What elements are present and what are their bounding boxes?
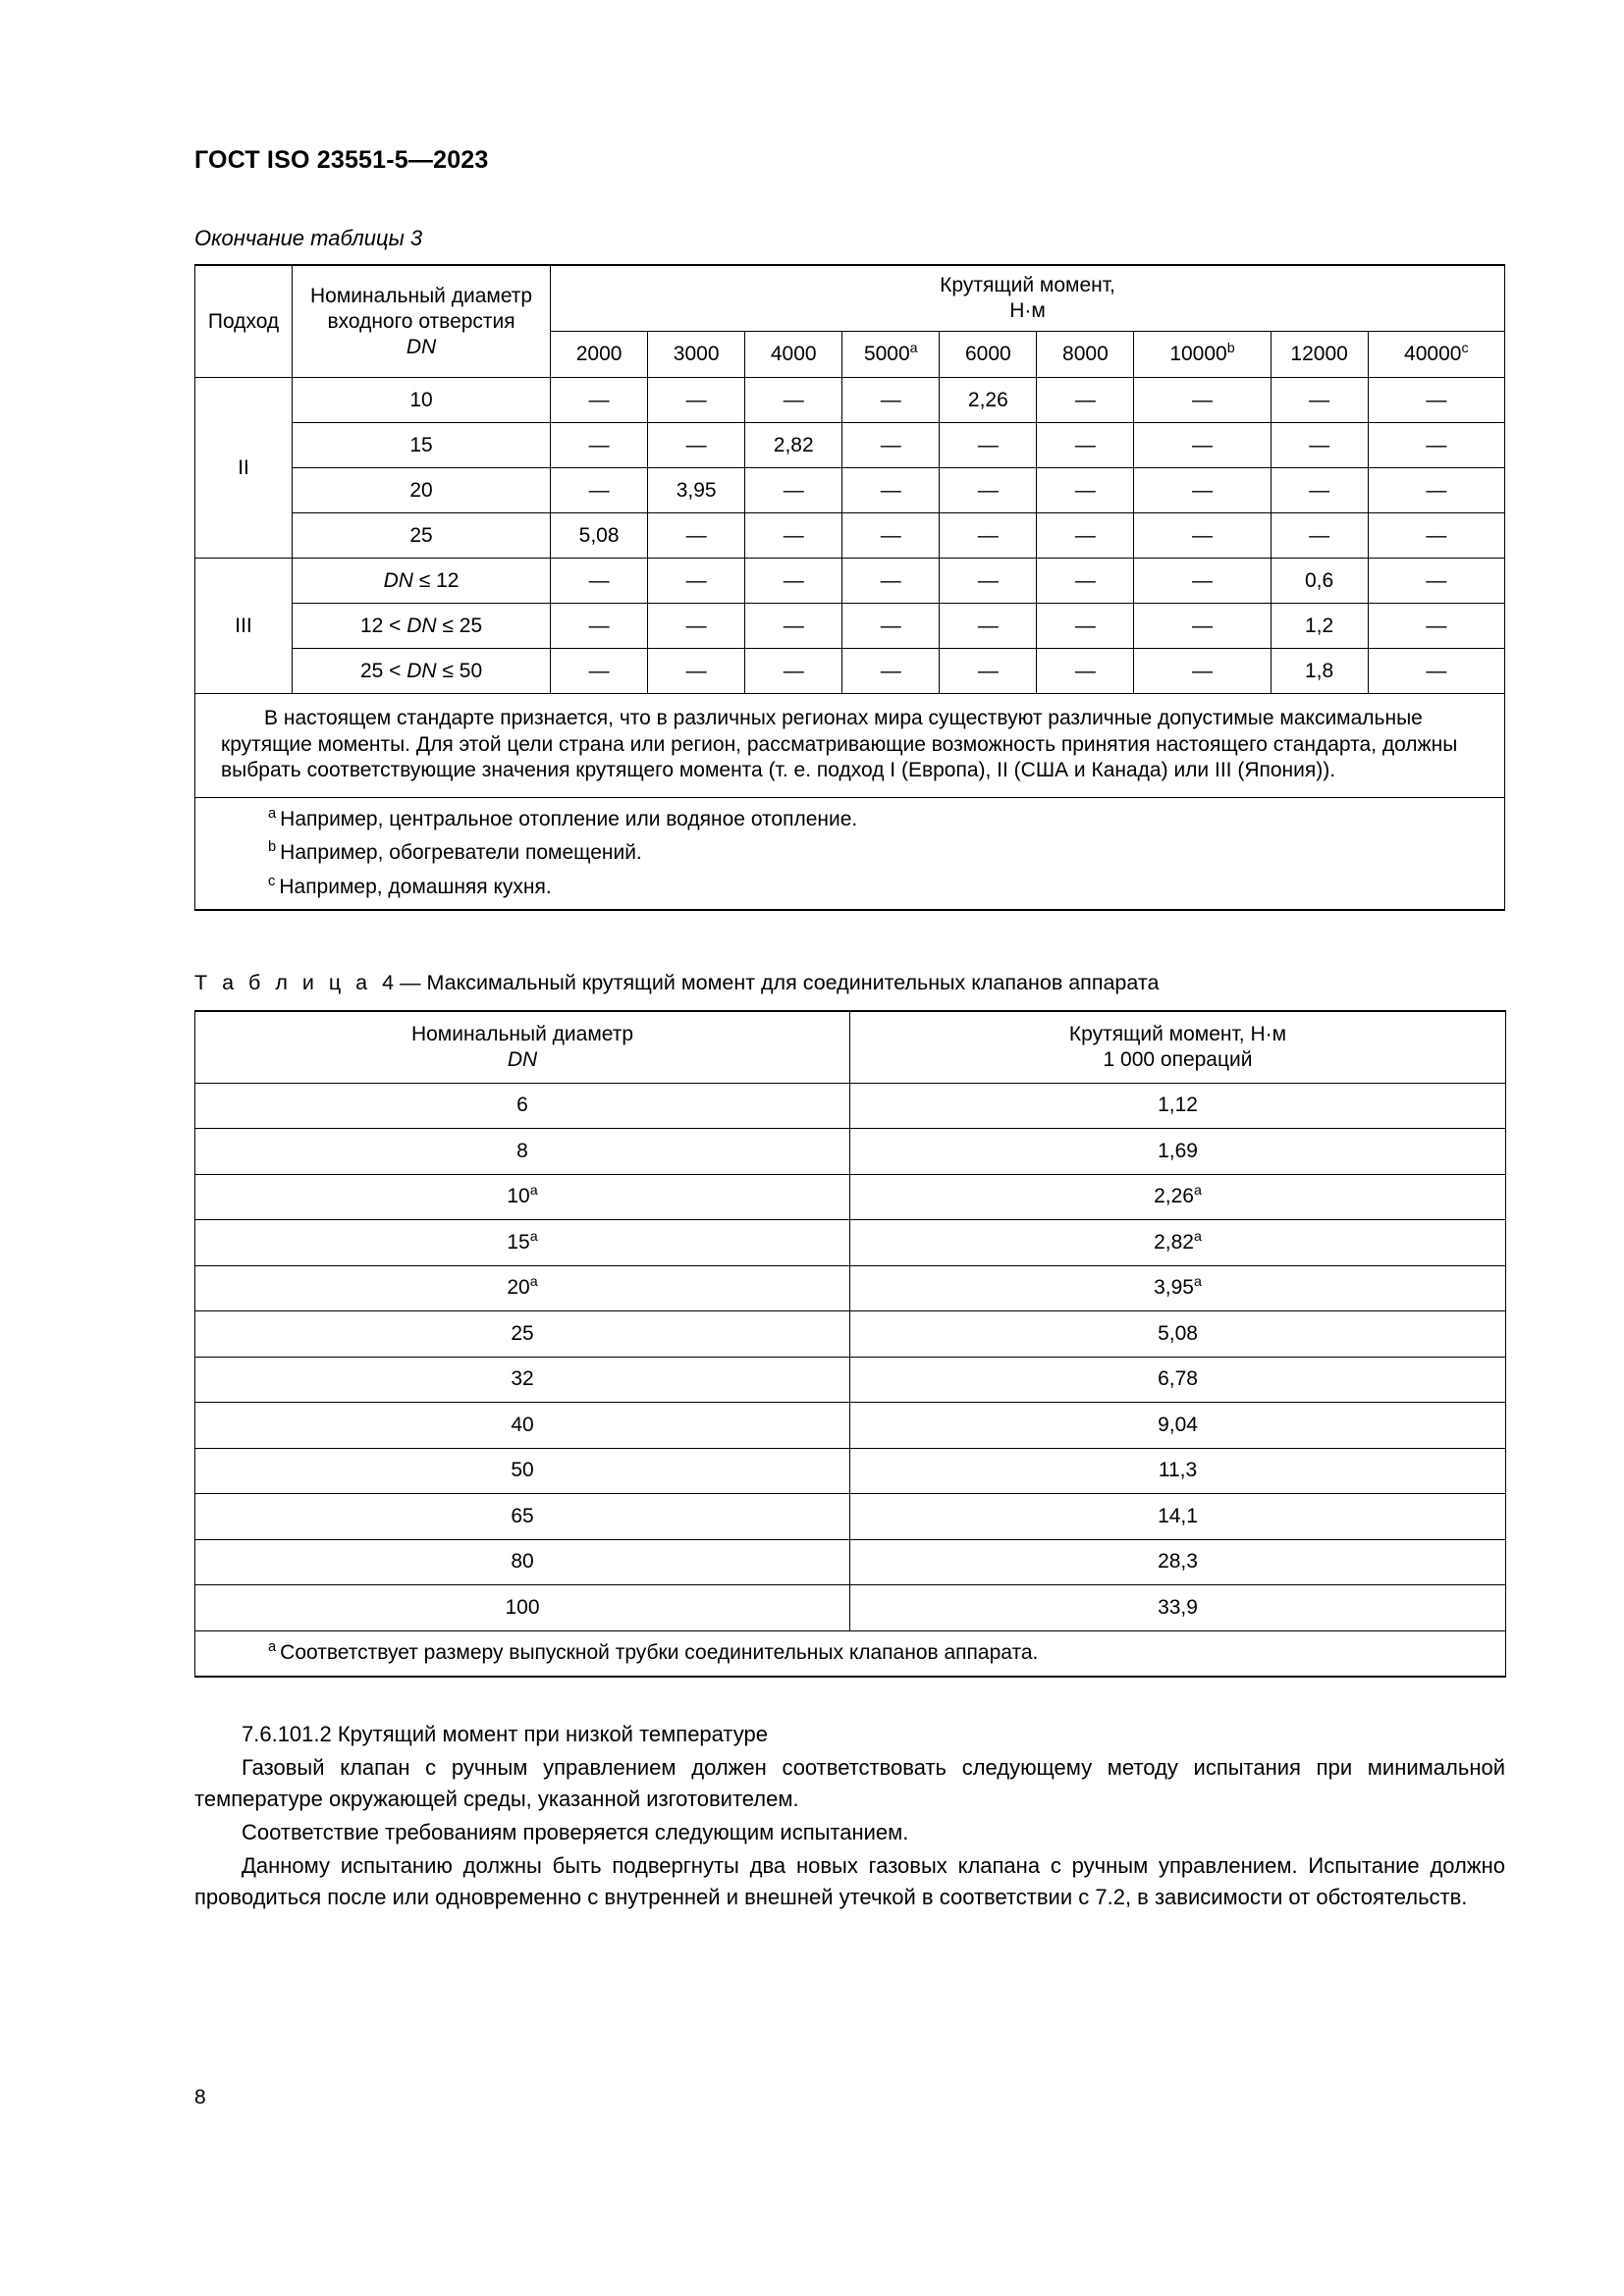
table3-header-col-label: 6000 [964, 343, 1011, 366]
table3-value-cell: — [1037, 559, 1134, 604]
table3-value-cell: — [551, 423, 648, 468]
table3-header-col-10000 [1134, 332, 1271, 378]
table3-value-cell: — [648, 649, 745, 694]
table-row [195, 513, 1505, 559]
table3-header-col-superscript: c [1461, 341, 1469, 357]
table4-dn-cell [195, 1494, 850, 1540]
page-number: 8 [194, 2086, 206, 2109]
table3-value-cell: — [745, 559, 842, 604]
table3-value-cell: — [1037, 513, 1134, 559]
table3-approach-III: III [195, 559, 293, 694]
cell-value: 8 [516, 1139, 528, 1162]
table3-value-cell: — [648, 559, 745, 604]
table3-header-dn-line3: DN [406, 336, 437, 359]
table3-dn-cell: 25 [293, 513, 551, 559]
table4-torque-cell [850, 1357, 1506, 1403]
table3-value-cell: — [842, 559, 940, 604]
table4-dn-cell [195, 1357, 850, 1403]
table3-note [195, 694, 1505, 798]
table3-header-approach: Подход [195, 265, 293, 378]
table3-footnotes [195, 798, 1505, 910]
table3-value-cell: — [551, 649, 648, 694]
table4-dn-cell [195, 1403, 850, 1449]
table3-header-dn-line1: Номинальный диаметр [309, 284, 533, 307]
table4-dn-cell [195, 1311, 850, 1358]
table3-value-cell: — [648, 423, 745, 468]
table3-value-cell: — [1037, 378, 1134, 423]
table3-header-col-label: 2000 [575, 343, 623, 366]
cell-value: 10 [507, 1185, 530, 1208]
footnote-text: Соответствует размеру выпускной трубки соединительных клапанов аппарата. [280, 1640, 1039, 1664]
cell-value: 20 [507, 1276, 530, 1300]
table-row [195, 378, 1505, 423]
table3-value-cell: — [1037, 468, 1134, 513]
table4-caption [194, 970, 1505, 997]
table3-value-cell: — [842, 649, 940, 694]
cell-superscript: a [1193, 1274, 1202, 1291]
cell-superscript: a [1193, 1228, 1202, 1245]
table4-body [195, 1083, 1506, 1630]
table3-dn-cell: 15 [293, 423, 551, 468]
table4-torque-cell [850, 1539, 1506, 1585]
table3-value-cell: — [940, 513, 1037, 559]
table4-torque-cell [850, 1311, 1506, 1358]
table3-body [195, 378, 1505, 694]
table-row [195, 1265, 1506, 1311]
cell-value: 28,3 [1158, 1550, 1198, 1574]
table-row [195, 1448, 1506, 1494]
table-row [195, 1083, 1506, 1129]
table3-value-cell: — [842, 513, 940, 559]
section-paragraph: Данному испытанию должны быть подвергнуты два новых газовых клапана с ручным управлением. Испытание должно проводиться после или одновременно с внутренней и внешней утечкой в соответствии с 7.2, в зависимости от обстоятельств. [194, 1852, 1505, 1909]
table3-value-cell: 1,2 [1271, 604, 1368, 649]
table3-header-col-superscript: b [1226, 341, 1235, 357]
section-paragraphs [194, 1752, 1505, 1912]
table3-header-torque-line2: Н·м [1009, 299, 1046, 323]
table3-value-cell: — [842, 378, 940, 423]
cell-superscript: a [529, 1228, 538, 1245]
table3-value-cell: — [1134, 559, 1271, 604]
dn-symbol: DN [383, 568, 413, 592]
footnote-text: Например, домашняя кухня. [279, 875, 552, 898]
table4-dn-cell [195, 1539, 850, 1585]
document-header-title: ГОСТ ISO 23551-5—2023 [194, 146, 489, 174]
table3-value-cell: — [648, 378, 745, 423]
dn-symbol: DN [406, 659, 437, 682]
dn-prefix: 12 < [359, 614, 407, 637]
table4-header-col1-line2: DN [507, 1047, 538, 1071]
table3-footnote-b [221, 840, 1479, 866]
table3-value-cell: — [551, 559, 648, 604]
table3-value-cell: — [1134, 649, 1271, 694]
table3-value-cell: — [1271, 468, 1368, 513]
table4-torque-cell [850, 1494, 1506, 1540]
table3-value-cell: 1,8 [1271, 649, 1368, 694]
table3-value-cell: — [940, 649, 1037, 694]
table-row [195, 1174, 1506, 1220]
section-heading: 7.6.101.2 Крутящий момент при низкой температуре [242, 1722, 768, 1747]
table3-value-cell: — [940, 468, 1037, 513]
table3-header-col-12000 [1271, 332, 1368, 378]
table3-value-cell: — [1271, 423, 1368, 468]
table3-value-cell: 2,26 [940, 378, 1037, 423]
table3-dn-cell: 20 [293, 468, 551, 513]
table3-dn-cell: 10 [293, 378, 551, 423]
cell-value: 2,82 [1154, 1230, 1194, 1254]
table3-value-cell: 3,95 [648, 468, 745, 513]
table3-value-cell: — [551, 604, 648, 649]
footnote-mark: b [268, 839, 277, 856]
table-row [195, 1403, 1506, 1449]
table4-dn-cell [195, 1265, 850, 1311]
table-row [195, 1585, 1506, 1631]
table4-torque-cell [850, 1403, 1506, 1449]
table3-value-cell: — [842, 423, 940, 468]
table4-dn-cell [195, 1448, 850, 1494]
table4-torque-cell [850, 1585, 1506, 1631]
table3-value-cell: — [745, 513, 842, 559]
section-7-6-101-2 [194, 1719, 1505, 1912]
cell-value: 1,69 [1158, 1139, 1198, 1162]
table3-continuation-caption: Окончание таблицы 3 [194, 226, 423, 250]
table3-header-torque-group [551, 265, 1505, 332]
table4-torque-cell [850, 1129, 1506, 1175]
cell-value: 25 [511, 1321, 534, 1345]
table3-header-col-label: 12000 [1290, 343, 1348, 366]
table4-caption-text: — Максимальный крутящий момент для соединительных клапанов аппарата [400, 970, 1160, 994]
table3-value-cell: — [745, 468, 842, 513]
table3-header-col-5000 [842, 332, 940, 378]
page-content [194, 145, 1505, 1914]
table3-value-cell: — [842, 468, 940, 513]
table-row [195, 1220, 1506, 1266]
table3-value-cell: — [940, 559, 1037, 604]
table3-header-col-8000 [1037, 332, 1134, 378]
table3-header-nominal-diameter [293, 265, 551, 378]
cell-value: 50 [511, 1459, 534, 1482]
table3-header-col-2000 [551, 332, 648, 378]
table4-torque-cell [850, 1220, 1506, 1266]
table-row [195, 1129, 1506, 1175]
table4-caption-word: Т а б л и ц а [194, 970, 372, 994]
table4-footnote [195, 1630, 1506, 1677]
table3-approach-II: II [195, 378, 293, 559]
table3-header-col-label: 10000 [1169, 343, 1227, 366]
table4-dn-cell [195, 1220, 850, 1266]
table3-header-col-label: 3000 [673, 343, 720, 366]
table4-caption-number: 4 [382, 970, 395, 994]
table3-torque-values [194, 264, 1505, 911]
table3-value-cell: — [1368, 378, 1504, 423]
cell-value: 33,9 [1158, 1595, 1198, 1619]
table3-footnote-a [221, 807, 1479, 832]
table3-value-cell: — [1037, 604, 1134, 649]
dn-prefix: 25 < [359, 659, 407, 682]
table3-value-cell: — [648, 513, 745, 559]
table3-value-cell: — [648, 604, 745, 649]
table3-header-col-superscript: a [909, 341, 918, 357]
table4-header-col2-line1: Крутящий момент, Н·м [1068, 1022, 1287, 1045]
table3-dn-cell [293, 559, 551, 604]
table3-value-cell: — [1368, 513, 1504, 559]
cell-value: 6 [516, 1094, 528, 1117]
table3-value-cell: — [1134, 468, 1271, 513]
table4-header-nominal-diameter [195, 1011, 850, 1084]
cell-value: 40 [511, 1413, 534, 1436]
table-row [195, 1311, 1506, 1358]
table3-value-cell: 2,82 [745, 423, 842, 468]
section-paragraph: Газовый клапан с ручным управлением должен соответствовать следующему методу испытания при минимальной температуре окружающей среды, указанной изготовителем. [194, 1754, 1505, 1811]
table3-footnote-c [221, 875, 1479, 900]
table3-value-cell: — [1037, 649, 1134, 694]
table4-torque-cell [850, 1448, 1506, 1494]
table3-header-torque-line1: Крутящий момент, [940, 274, 1115, 297]
cell-value: 100 [505, 1595, 540, 1619]
table3-value-cell: — [1368, 604, 1504, 649]
cell-value: 15 [507, 1230, 530, 1254]
footnote-text: Например, обогреватели помещений. [280, 841, 642, 865]
footnote-mark: a [268, 806, 277, 823]
table3-value-cell: — [1271, 378, 1368, 423]
table4-torque-cell [850, 1265, 1506, 1311]
dn-suffix: ≤ 50 [436, 659, 483, 682]
table3-header-col-label: 8000 [1062, 343, 1109, 366]
table-row [195, 468, 1505, 513]
table4-appliance-connecting-valves [194, 1010, 1506, 1678]
table-row [195, 423, 1505, 468]
table3-header-col-3000 [648, 332, 745, 378]
table4-dn-cell [195, 1083, 850, 1129]
table3-header-col-label: 40000 [1404, 343, 1462, 366]
table3-value-cell: — [745, 604, 842, 649]
table3-value-cell: — [551, 378, 648, 423]
table3-header-col-6000 [940, 332, 1037, 378]
table3-value-cell: — [1368, 423, 1504, 468]
table-row [195, 604, 1505, 649]
dn-symbol: DN [406, 614, 437, 637]
cell-value: 80 [511, 1550, 534, 1574]
table3-value-cell: — [1368, 649, 1504, 694]
cell-superscript: a [529, 1183, 538, 1200]
table3-value-cell: — [1037, 423, 1134, 468]
cell-value: 14,1 [1158, 1504, 1198, 1527]
section-paragraph: Соответствие требованиям проверяется следующим испытанием. [242, 1819, 909, 1844]
footnote-text: Например, центральное отопление или водяное отопление. [280, 808, 858, 831]
table3-header-col-label: 4000 [770, 343, 817, 366]
table3-header-col-label: 5000 [863, 343, 910, 366]
cell-value: 5,08 [1158, 1321, 1198, 1345]
table3-value-cell: — [1368, 468, 1504, 513]
cell-value: 3,95 [1154, 1276, 1194, 1300]
table-row [195, 1357, 1506, 1403]
table3-value-cell: — [1271, 513, 1368, 559]
footnote-mark: a [268, 1638, 277, 1655]
table-row [195, 649, 1505, 694]
cell-value: 32 [511, 1367, 534, 1391]
cell-value: 9,04 [1158, 1413, 1198, 1436]
dn-suffix: ≤ 12 [412, 568, 460, 592]
table3-value-cell: — [842, 604, 940, 649]
cell-superscript: a [529, 1274, 538, 1291]
table3-value-cell: — [1134, 513, 1271, 559]
table3-value-cell: — [1368, 559, 1504, 604]
cell-value: 11,3 [1158, 1459, 1198, 1482]
table3-value-cell: 0,6 [1271, 559, 1368, 604]
table3-value-cell: — [940, 423, 1037, 468]
table4-header-col1-line1: Номинальный диаметр [410, 1022, 634, 1045]
cell-value: 2,26 [1154, 1185, 1194, 1208]
table3-value-cell: — [551, 468, 648, 513]
table3-note-text: В настоящем стандарте признается, что в различных регионах мира существуют различные допустимые максимальные крутящие моменты. Для этой цели страна или регион, рассматривающие возможность принятия настоящего стандарта, должны выбрать соответствующие значения крутящего момента (т. е. подход I (Европа), II (США и Канада) или III (Япония)). [221, 707, 1458, 781]
table3-dn-cell [293, 604, 551, 649]
dn-suffix: ≤ 25 [436, 614, 483, 637]
table4-header-col2-line2: 1 000 операций [1103, 1047, 1253, 1071]
table3-value-cell: — [745, 378, 842, 423]
footnote-mark: c [268, 873, 276, 889]
table3-value-cell: — [1134, 378, 1271, 423]
table4-dn-cell [195, 1585, 850, 1631]
table-row [195, 1494, 1506, 1540]
table3-dn-cell [293, 649, 551, 694]
table4-dn-cell [195, 1129, 850, 1175]
table4-torque-cell [850, 1174, 1506, 1220]
table3-value-cell: — [1134, 604, 1271, 649]
table4-torque-cell [850, 1083, 1506, 1129]
cell-value: 65 [511, 1504, 534, 1527]
table3-value-cell: — [940, 604, 1037, 649]
cell-value: 1,12 [1158, 1094, 1198, 1117]
table4-dn-cell [195, 1174, 850, 1220]
table3-header-dn-line2: входного отверстия [327, 309, 515, 333]
table4-header-torque [850, 1011, 1506, 1084]
table3-value-cell: — [745, 649, 842, 694]
table-row [195, 559, 1505, 604]
table3-header-col-4000 [745, 332, 842, 378]
table3-value-cell: 5,08 [551, 513, 648, 559]
table-row [195, 1539, 1506, 1585]
table3-value-cell: — [1134, 423, 1271, 468]
table3-header-col-40000 [1368, 332, 1504, 378]
cell-value: 6,78 [1158, 1367, 1198, 1391]
cell-superscript: a [1193, 1183, 1202, 1200]
table4-footnote-a [221, 1640, 1480, 1666]
